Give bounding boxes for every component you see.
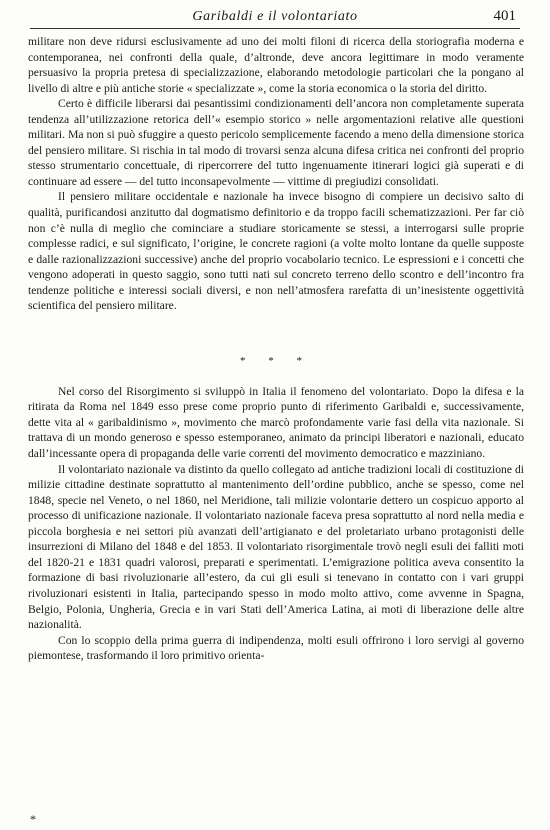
footnote-marker: * bbox=[30, 812, 36, 826]
paragraph: Il pensiero militare occidentale e nazionale ha invece bisogno di compiere un decisivo salto di qualità, purificandosi anzitutto dal dogmatismo definitorio e da troppo facili schematizzazioni. Per far ciò non c’è nulla di meglio che cominciare a studiare storicamente se stessi, a interrogarsi sulle proprie complesse radici, e sul significato, l’origine, le concrete ragioni (a volte molto lontane da quelle supposte e dalle razionalizzazioni successive) anche del proprio vocabolario tecnico. Le espressioni e i concetti che vengono adoperati in questo saggio, sono tutti nati sul concreto terreno dello scontro e dell’incontro fra tendenze politiche e interessi sociali diversi, e non nell’atmosfera rarefatta di un’inesistente oggettività scientifica del pensiero militare. bbox=[28, 190, 524, 313]
paragraph: Certo è difficile liberarsi dai pesantissimi condizionamenti dell’ancora non completamente superata tendenza all’utilizzazione retorica dell’« esempio storico » nelle argomentazioni relative alle questioni militari. Ma non si può sfuggire a questo pericolo semplicemente facendo a meno della dimensione storica del pensiero militare. Si rischia in tal modo di trovarsi senza alcuna difesa critica nei confronti del proprio stesso strumentario concettuale, di ripercorrere del tutto ingenuamente itinerari logici già superati e di continuare ad essere — del tutto inconsapevolmente — vittime di pregiudizi consolidati. bbox=[28, 97, 524, 188]
paragraph: militare non deve ridursi esclusivamente ad uno dei molti filoni di ricerca della storiografia moderna e contemporanea, nei confronti della quale, d’altronde, deve ancora legittimare in modo veramente persuasivo la propria pretesa di specializzazione, elaborando metodologie particolari che la pongano al livello di altre e più antiche storie « specializzate », come la storia economica o la storia del diritto. bbox=[28, 35, 524, 95]
page-number: 401 bbox=[493, 8, 516, 24]
running-head: Garibaldi e il volontariato bbox=[192, 9, 358, 24]
body-text bbox=[28, 34, 524, 664]
paragraph: Con lo scoppio della prima guerra di indipendenza, molti esuli offrirono i loro servigi al governo piemontese, trasformando il loro primitivo orienta- bbox=[28, 633, 524, 663]
paragraph: Il volontariato nazionale va distinto da quello collegato ad antiche tradizioni locali di costituzione di milizie cittadine destinate soprattutto al mantenimento dell’ordine pubblico, anche se spesso, come nel 1848, specie nel Veneto, o nel 1860, nel Meridione, tali milizie volontarie dettero un cospicuo apporto al processo di unificazione nazionale. Il volontariato nazionale faceva presa soprattutto al nord nella media e piccola borghesia e nei settori più avanzati dell’artigianato e del proletariato urbano protagonisti delle insurrezioni di Milano del 1848 e del 1853. Il volontariato risorgimentale trovò negli esuli dei falliti moti del 1820-21 e 1831 quadri valorosi, preparati e sperimentati. L’emigrazione politica aveva consentito la formazione di basi rivoluzionarie all’estero, da cui gli esuli si tenevano in contatto con i vari gruppi rivoluzionari esistenti in Italia, partecipando spesso in modo molto attivo, come avvenne in Spagna, Belgio, Polonia, Ungheria, Grecia e in vari Stati dell’America Latina, ai moti di liberazione delle altre nazionalità. bbox=[28, 462, 524, 632]
section-break: * * * bbox=[240, 354, 312, 367]
paragraph: Nel corso del Risorgimento si sviluppò in Italia il fenomeno del volontariato. Dopo la difesa e la ritirata da Roma nel 1849 esso prese come proprio punto di riferimento Garibaldi e, successivamente, dette vita al « garibaldinismo », movimento che marcò profondamente varie fasi della vita nazionale. Si trattava di un mondo generoso e spesso estemporaneo, animato da principi liberatori e nazionali, educato dall’incessante opera di propaganda delle varie correnti del movimento democratico e mazziniano. bbox=[28, 384, 524, 461]
page-header bbox=[30, 6, 520, 29]
